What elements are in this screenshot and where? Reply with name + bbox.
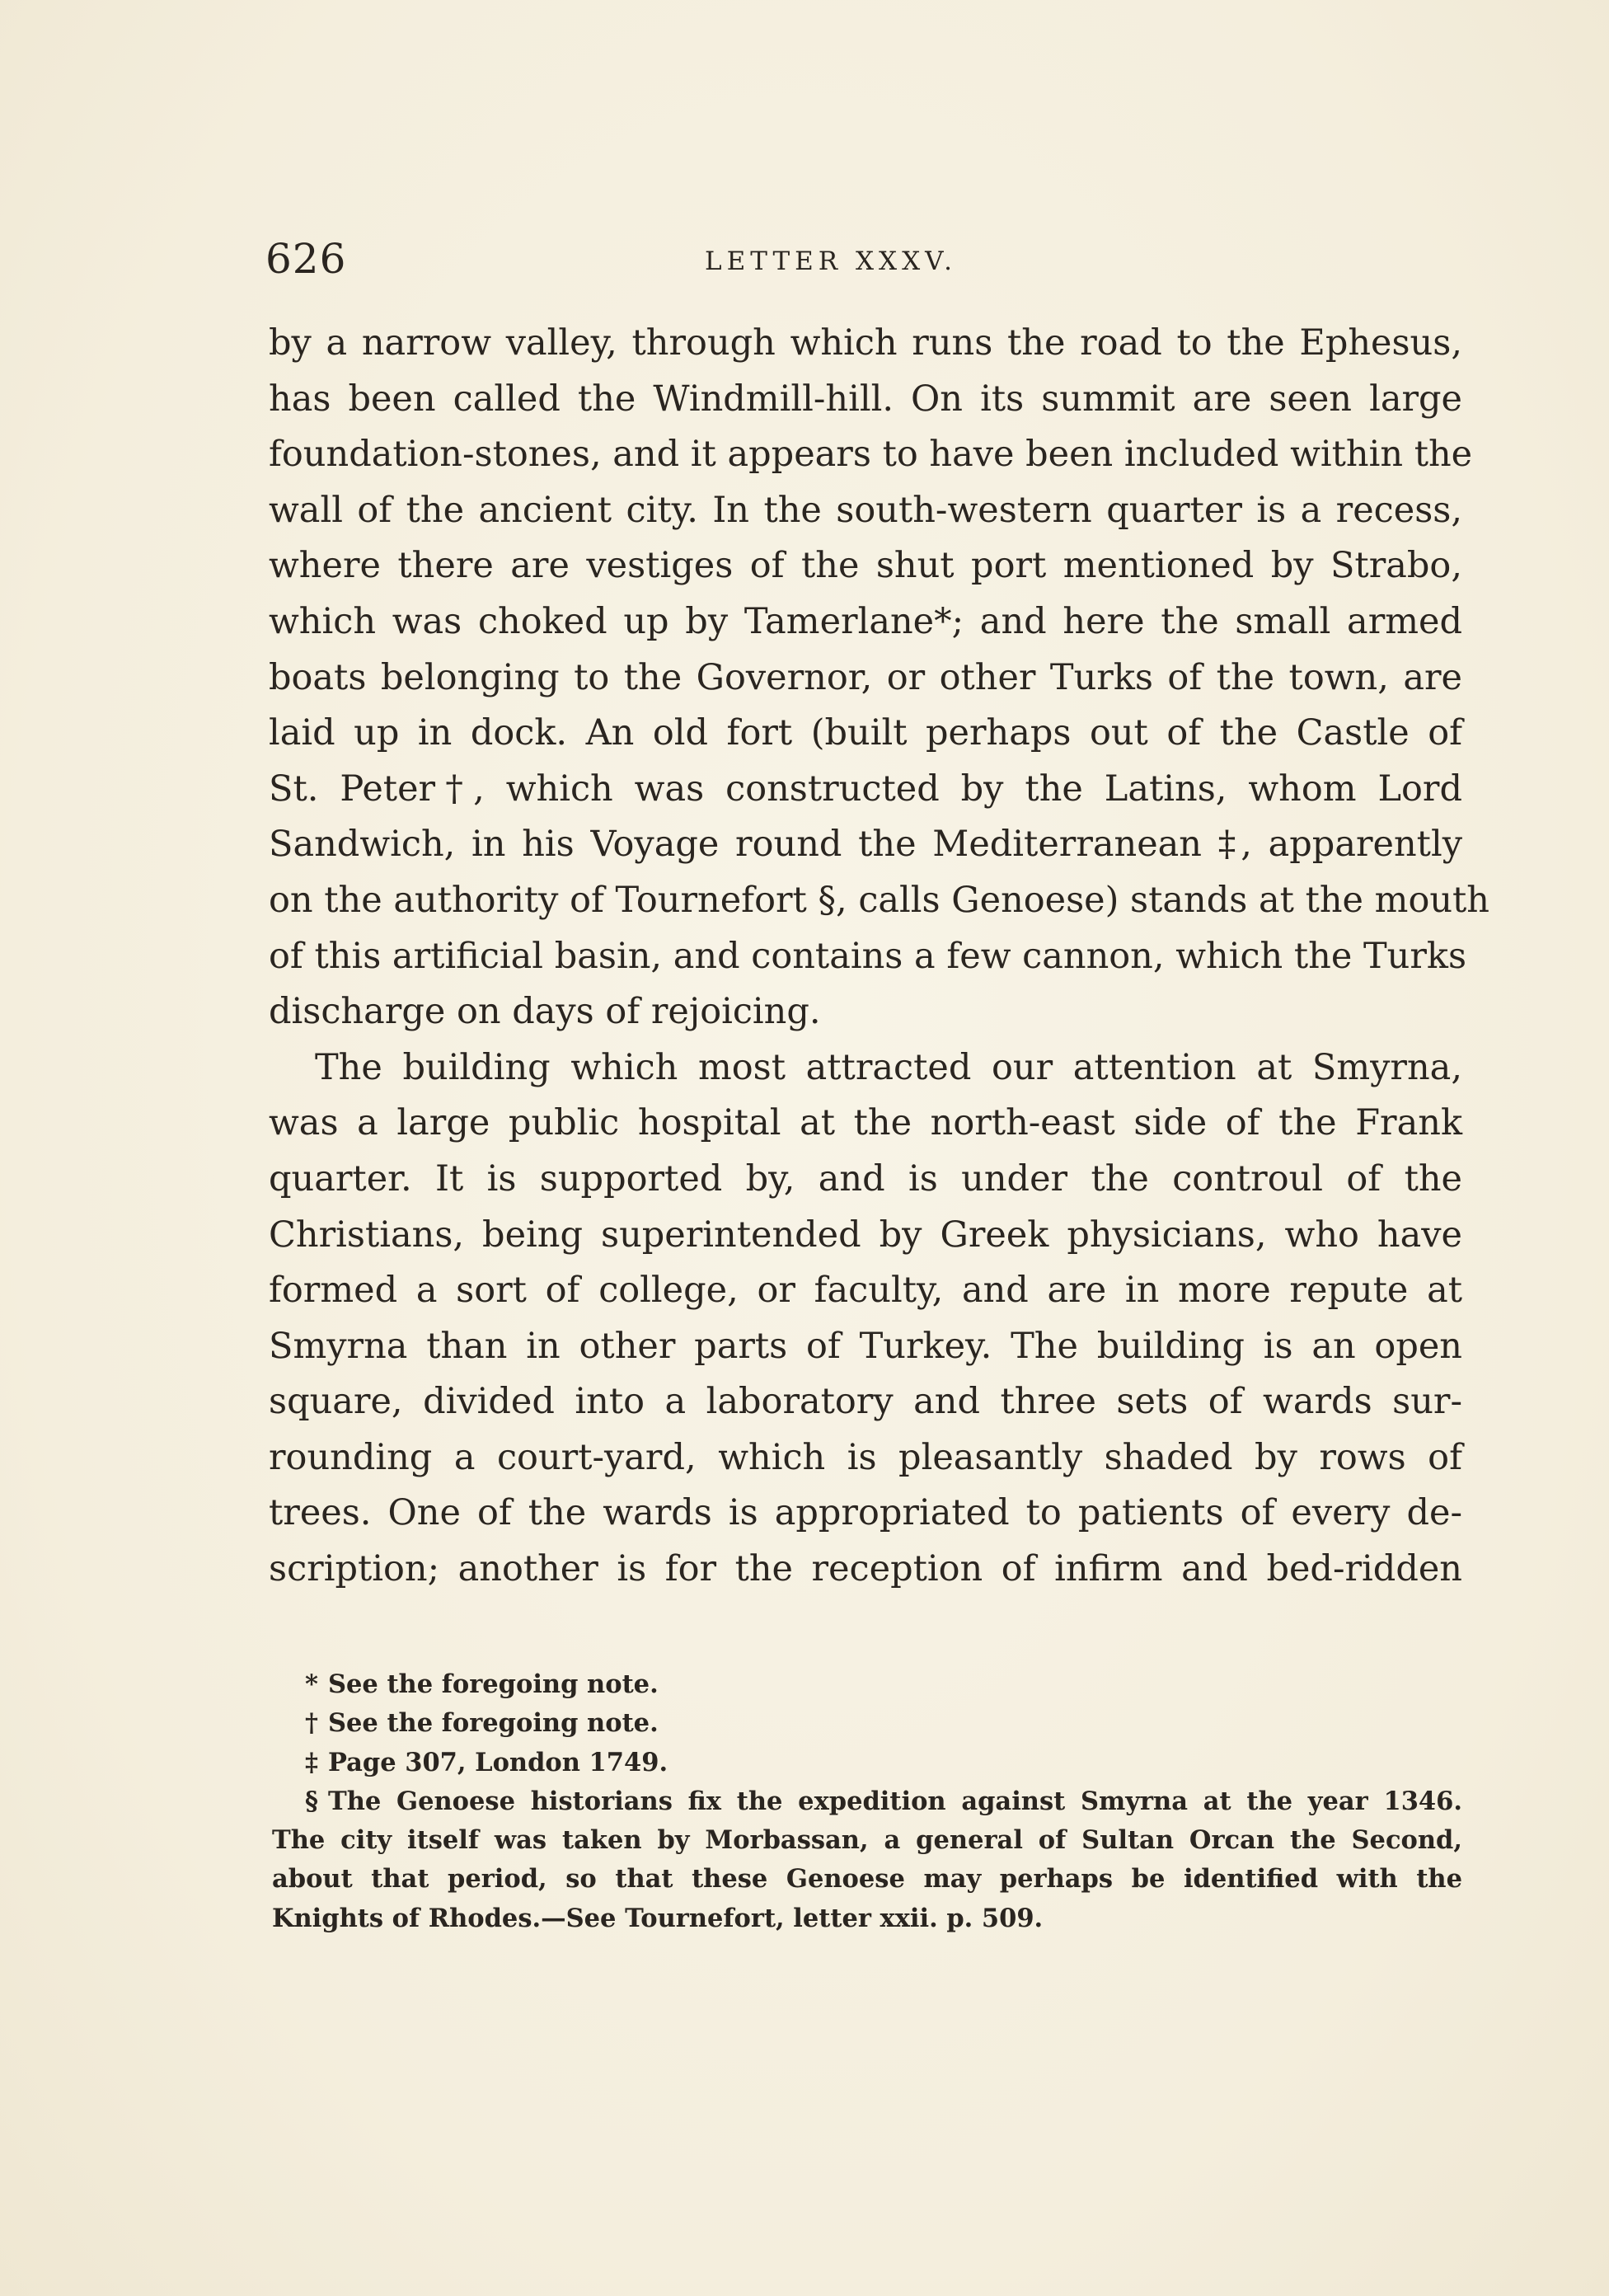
text-line: Christians, being superintended by Greek physicians, who have <box>269 1214 1462 1256</box>
text-line: wall of the ancient city. In the south-western quarter is a recess, <box>269 489 1462 531</box>
text-line: where there are vestiges of the shut port mentioned by Strabo, <box>269 545 1462 587</box>
text-line: trees. One of the wards is appropriated to patients of every de- <box>269 1492 1462 1534</box>
footnote <box>272 1744 1462 1782</box>
footnote-mark: * <box>305 1669 318 1699</box>
text-line: boats belonging to the Governor, or other Turks of the town, are <box>269 656 1462 698</box>
page-header <box>265 235 1461 284</box>
footnote-continuation: about that period, so that these Genoese may perhaps be identified with the <box>272 1864 1462 1895</box>
text-line: square, divided into a laboratory and three sets of wards sur- <box>269 1381 1462 1423</box>
text-line: Smyrna than in other parts of Turkey. The building is an open <box>269 1325 1462 1367</box>
footnote-text: Page 307, London 1749. <box>328 1747 668 1777</box>
text-line: laid up in dock. An old fort (built perhaps out of the Castle of <box>269 712 1462 754</box>
footnote <box>272 1704 1462 1743</box>
text-line: quarter. It is supported by, and is under the controul of the <box>269 1157 1462 1200</box>
footnote-text: The Genoese historians fix the expedition against Smyrna at the year 1346. <box>328 1786 1462 1816</box>
footnote-text: See the foregoing note. <box>328 1708 659 1739</box>
text-line: St. Peter†, which was constructed by the Latins, whom Lord <box>269 768 1462 810</box>
text-line: discharge on days of rejoicing. <box>269 991 821 1033</box>
text-line: on the authority of Tournefort §, calls Genoese) stands at the mouth <box>269 879 1490 921</box>
running-head: LETTER XXXV. <box>705 247 957 276</box>
text-line: Sandwich, in his Voyage round the Mediterranean ‡, apparently <box>269 824 1462 866</box>
text-line: has been called the Windmill-hill. On its summit are seen large <box>269 378 1462 420</box>
text-line: formed a sort of college, or faculty, and are in more repute at <box>269 1270 1462 1312</box>
footnote-continuation: Knights of Rhodes.—See Tournefort, letter xxii. p. 509. <box>272 1903 1044 1933</box>
text-line: foundation-stones, and it appears to have been included within the <box>269 434 1473 476</box>
footnote <box>272 1665 1462 1704</box>
page-number: 626 <box>265 235 347 283</box>
text-line: which was choked up by Tamerlane*; and here the small armed <box>269 600 1462 642</box>
footnote-mark: † <box>305 1708 318 1739</box>
text-line: of this artificial basin, and contains a few cannon, which the Turks <box>269 935 1467 977</box>
footnote-mark: ‡ <box>305 1747 318 1777</box>
footnote <box>272 1782 1462 1821</box>
text-line: by a narrow valley, through which runs the road to the Ephesus, <box>269 322 1462 364</box>
text-line: scription; another is for the reception of infirm and bed-ridden <box>269 1548 1462 1590</box>
footnote-text: See the foregoing note. <box>328 1669 659 1699</box>
paragraph-start-line: The building which most attracted our attention at Smyrna, <box>315 1046 1462 1088</box>
footnotes <box>272 1665 1462 1938</box>
footnote-continuation: The city itself was taken by Morbassan, a general of Sultan Orcan the Second, <box>272 1825 1462 1856</box>
footnote-mark: § <box>305 1786 318 1816</box>
text-line: rounding a court-yard, which is pleasantly shaded by rows of <box>269 1436 1462 1478</box>
body-text <box>269 316 1490 1598</box>
text-line: was a large public hospital at the north-east side of the Frank <box>269 1102 1462 1144</box>
